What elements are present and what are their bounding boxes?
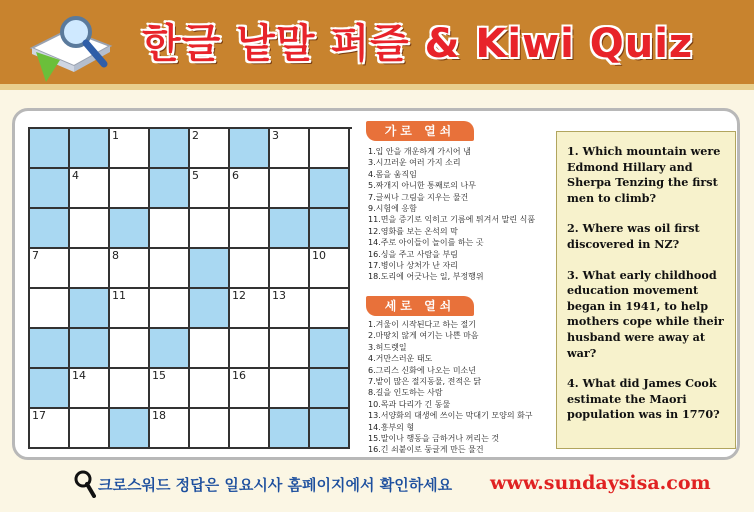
clue-number: 5	[192, 169, 199, 182]
answer-cell[interactable]	[190, 169, 230, 209]
answer-cell[interactable]	[150, 409, 190, 449]
answer-cell[interactable]	[150, 249, 190, 289]
clue-number: 8	[112, 249, 119, 262]
answer-cell[interactable]	[310, 289, 350, 329]
down-clue: 14.흥부의 형	[368, 422, 415, 432]
answer-cell[interactable]	[270, 129, 310, 169]
blocked-cell	[110, 409, 150, 449]
answer-cell[interactable]	[230, 409, 270, 449]
footer	[74, 466, 754, 502]
blocked-cell	[110, 209, 150, 249]
blocked-cell	[30, 169, 70, 209]
quiz-question-1: 1. Which mountain were Edmond Hillary and Sherpa Tenzing the first men to climb?	[567, 144, 721, 205]
answer-cell[interactable]	[70, 409, 110, 449]
answer-cell[interactable]	[70, 209, 110, 249]
answer-cell[interactable]	[110, 129, 150, 169]
answer-cell[interactable]	[230, 289, 270, 329]
answer-cell[interactable]	[110, 249, 150, 289]
clue-number: 6	[232, 169, 239, 182]
blocked-cell	[230, 129, 270, 169]
clue-number: 2	[192, 129, 199, 142]
quiz-question-2: 2. Where was oil first discovered in NZ?	[567, 221, 700, 251]
clue-number: 10	[312, 249, 326, 262]
answer-cell[interactable]	[190, 329, 230, 369]
kiwi-quiz-box	[556, 131, 736, 449]
blocked-cell	[150, 129, 190, 169]
clue-number: 12	[232, 289, 246, 302]
down-clue: 13.서양화의 대생에 쓰이는 막대기 모양의 화구	[368, 411, 533, 421]
down-clue: 1.겨울이 시작된다고 하는 절기	[368, 320, 476, 329]
answer-cell[interactable]	[110, 289, 150, 329]
answer-cell[interactable]	[270, 169, 310, 209]
answer-cell[interactable]	[30, 409, 70, 449]
across-clue: 17.병이나 상처가 난 자리	[368, 260, 458, 270]
quiz-question-4: 4. What did James Cook estimate the Maori population was in 1770?	[567, 376, 720, 422]
answer-cell[interactable]	[30, 249, 70, 289]
magnifier-icon	[74, 470, 96, 498]
blocked-cell	[310, 329, 350, 369]
blocked-cell	[150, 169, 190, 209]
blocked-cell	[30, 129, 70, 169]
across-clue: 9.시험에 응함	[368, 203, 417, 213]
book-magnifier-icon	[26, 8, 116, 88]
clue-number: 14	[72, 369, 86, 382]
answer-cell[interactable]	[190, 369, 230, 409]
header-banner	[0, 0, 754, 84]
crossword-grid	[28, 127, 352, 449]
answer-cell[interactable]	[70, 249, 110, 289]
blocked-cell	[270, 409, 310, 449]
header-divider	[0, 84, 754, 90]
down-clue: 15.말이나 행동을 금하거나 꺼리는 것	[368, 433, 500, 443]
down-clue: 8.길을 인도하는 사람	[368, 388, 443, 398]
answer-cell[interactable]	[110, 329, 150, 369]
across-heading: 가로 열쇠	[366, 121, 474, 141]
answer-cell[interactable]	[70, 369, 110, 409]
clue-number: 15	[152, 369, 166, 382]
blocked-cell	[190, 249, 230, 289]
clue-number: 1	[112, 129, 119, 142]
down-clue: 7.밭이 많은 절지동물, 전적은 닭	[368, 376, 482, 386]
answer-cell[interactable]	[70, 169, 110, 209]
down-heading: 세로 열쇠	[366, 296, 474, 316]
blocked-cell	[310, 169, 350, 209]
answer-cell[interactable]	[190, 409, 230, 449]
blocked-cell	[30, 329, 70, 369]
clue-number: 11	[112, 289, 126, 302]
down-clue-list	[368, 319, 554, 456]
clue-number: 3	[272, 129, 279, 142]
answer-cell[interactable]	[270, 249, 310, 289]
answer-cell[interactable]	[150, 369, 190, 409]
blocked-cell	[70, 289, 110, 329]
down-clue: 2.마땅치 않게 여기는 나쁜 마음	[368, 331, 479, 341]
answer-cell[interactable]	[110, 169, 150, 209]
down-clue: 4.거만스러운 태도	[368, 354, 433, 364]
across-clue: 7.글씨나 그림을 지우는 물건	[368, 192, 469, 202]
clue-number: 7	[32, 249, 39, 262]
footer-notice: 크로스워드 정답은 일요시사 홈페이지에서 확인하세요	[98, 476, 453, 494]
clue-number: 16	[232, 369, 246, 382]
answer-cell[interactable]	[270, 289, 310, 329]
answer-cell[interactable]	[310, 249, 350, 289]
answer-cell[interactable]	[110, 369, 150, 409]
down-clue: 6.그리스 신화에 나오는 미소년	[368, 365, 476, 375]
across-clue: 16.싱을 주고 사람을 부림	[368, 249, 458, 259]
answer-cell[interactable]	[310, 129, 350, 169]
down-clue: 10.목과 다리가 긴 동물	[368, 399, 451, 409]
answer-cell[interactable]	[190, 209, 230, 249]
blocked-cell	[30, 209, 70, 249]
across-clue: 4.몸을 움직임	[368, 169, 417, 179]
answer-cell[interactable]	[270, 329, 310, 369]
answer-cell[interactable]	[190, 129, 230, 169]
down-clue: 16.긴 쇠붙이로 둥글게 만든 물건	[368, 445, 484, 455]
answer-cell[interactable]	[150, 209, 190, 249]
across-clue: 14.주로 아이들이 놀이를 하는 곳	[368, 238, 484, 248]
across-clue: 5.짜개지 아니한 통째로의 나무	[368, 181, 476, 191]
blocked-cell	[310, 209, 350, 249]
answer-cell[interactable]	[270, 369, 310, 409]
across-clue: 12.영화를 보는 온석의 막	[368, 226, 458, 236]
answer-cell[interactable]	[230, 329, 270, 369]
clue-number: 4	[72, 169, 79, 182]
answer-cell[interactable]	[30, 289, 70, 329]
clue-number: 18	[152, 409, 166, 422]
blocked-cell	[70, 329, 110, 369]
down-clue: 3.허드렛일	[368, 342, 407, 352]
blocked-cell	[150, 329, 190, 369]
answer-cell[interactable]	[230, 369, 270, 409]
answer-cell[interactable]	[230, 169, 270, 209]
across-clue-list	[368, 146, 554, 283]
blocked-cell	[270, 209, 310, 249]
blocked-cell	[310, 369, 350, 409]
across-clue: 18.도리에 어긋나는 일, 부정행위	[368, 272, 484, 282]
blocked-cell	[190, 289, 230, 329]
answer-cell[interactable]	[230, 249, 270, 289]
blocked-cell	[70, 129, 110, 169]
quiz-question-3: 3. What early childhood education movement began in 1941, to help mothers cope while their husband were away at war?	[567, 267, 724, 360]
across-clue: 3.시끄러운 여러 가지 소리	[368, 158, 461, 168]
blocked-cell	[30, 369, 70, 409]
clue-number: 13	[272, 289, 286, 302]
across-clue: 11.면을 증기로 익히고 기름에 튀겨서 말린 식품	[368, 215, 536, 225]
answer-cell[interactable]	[230, 209, 270, 249]
across-clue: 1.입 안을 개운하게 가시어 냄	[368, 147, 471, 156]
blocked-cell	[310, 409, 350, 449]
page-title: 한글 낱말 퍼즐 & Kiwi Quiz	[142, 21, 694, 67]
clue-number: 17	[32, 409, 46, 422]
answer-cell[interactable]	[150, 289, 190, 329]
website-link[interactable]: www.sundaysisa.com	[490, 472, 711, 494]
